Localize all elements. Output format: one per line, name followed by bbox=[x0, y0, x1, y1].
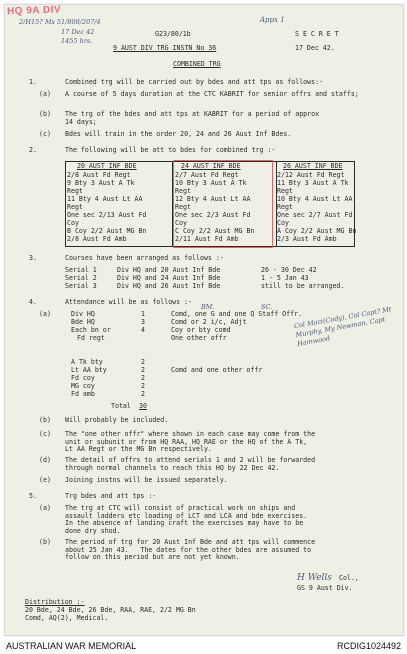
table-col-20-row: 2/8 Aust Fd Regt bbox=[67, 171, 131, 179]
para-1a-text: A course of 5 days duration at the CTC KABRIT for senior offrs and staffs; bbox=[65, 90, 359, 98]
attendance-unit: Each bn or bbox=[71, 326, 111, 334]
para-5b-text: The period of trg for 20 Aust Inf Bde and att tps will commence about 25 Jan 43. The dates for the other bdes are assumed to follow on this period but are not yet known. bbox=[65, 538, 316, 561]
attendance-unit: Bde HQ bbox=[71, 318, 95, 326]
document-title: 9 AUST DIV TRG INSTN No 36 bbox=[113, 44, 217, 52]
attendance-remark: Comd or 2 i/c, Adjt bbox=[171, 318, 247, 326]
attendance-unit: MG coy bbox=[71, 382, 95, 390]
table-col-26-row: Regt bbox=[277, 203, 293, 211]
attendance-unit: Fd amb bbox=[71, 390, 95, 398]
para-5a-text: The trg at CTC will consist of practical work on ships and assault ladders etc loading of LCT and LCA and bde exercises. In the absence of landing craft the exercises may have to be done dry shod. bbox=[65, 504, 308, 535]
para-1c-text: Bdes will train in the order 20, 24 and 26 Aust Inf Bdes. bbox=[65, 130, 292, 138]
para-1-number: 1. bbox=[29, 78, 37, 86]
archive-id: RCDIG1024492 bbox=[336, 641, 401, 651]
table-header-24-bde: 24 AUST INF BDE bbox=[181, 162, 241, 170]
para-1a-mark: (a) bbox=[39, 90, 51, 98]
attendance-unit: Lt AA bty bbox=[71, 366, 107, 374]
attendance-remark: Comd and one other offr bbox=[171, 366, 263, 374]
signatory-title: GS 9 Aust Div. bbox=[297, 584, 353, 592]
distribution-label: Distribution :- bbox=[25, 598, 85, 606]
document-date: 17 Dec 42. bbox=[295, 44, 335, 52]
course-units: Div HQ and 24 Aust Inf Bde bbox=[117, 274, 221, 282]
course-units: Div HQ and 26 Aust Inf Bde bbox=[117, 282, 221, 290]
para-5a-mark: (a) bbox=[39, 504, 51, 512]
para-1-text: Combined trg will be carried out by bdes and att tps as follows:- bbox=[65, 78, 324, 86]
table-col-26-row: 10 Bty 4 Aust Lt AA bbox=[277, 195, 353, 203]
table-col-20-row: 9 Bty 3 Aust A Tk bbox=[67, 179, 135, 187]
para-5b-mark: (b) bbox=[39, 538, 51, 546]
sc-annotation: SC. bbox=[261, 303, 273, 311]
table-col-24-row: C Coy 2/2 Aust MG Bn bbox=[175, 227, 255, 235]
table-col-26-row: 2/3 Aust Fd Amb bbox=[277, 235, 337, 243]
table-col-26-row: One sec 2/7 Aust Fd bbox=[277, 211, 353, 219]
para-4b-text: Will probably be included. bbox=[65, 416, 169, 424]
para-3-number: 3. bbox=[29, 254, 37, 262]
document-reference: G23/80/1b bbox=[155, 30, 191, 38]
table-col-26-row: Regt bbox=[277, 187, 293, 195]
table-col-26-row: A Coy 2/2 Aust MG Bn bbox=[277, 227, 357, 235]
table-col-24-row: 10 Bty 3 Aust A Tk bbox=[175, 179, 247, 187]
table-col-24-row: Regt bbox=[175, 203, 191, 211]
para-1b-text: The trg of the bdes and att tps at KABRIT for a period of approx bbox=[65, 110, 320, 118]
para-4b-mark: (b) bbox=[39, 416, 51, 424]
attendance-unit: A Tk bty bbox=[71, 358, 103, 366]
para-4a-mark: (a) bbox=[39, 310, 51, 318]
table-col-20-row: Regt bbox=[67, 187, 83, 195]
attendance-count: 2 bbox=[141, 358, 145, 366]
table-col-24-row: One sec 2/3 Aust Fd bbox=[175, 211, 251, 219]
handwritten-reference: 2/H15? Ms 51/808/207/4 bbox=[19, 18, 101, 26]
para-4e-mark: (e) bbox=[39, 476, 51, 484]
attendance-unit: Fd coy bbox=[71, 374, 95, 382]
document-subtitle: COMBINED TRG bbox=[173, 60, 221, 68]
para-4d-mark: (d) bbox=[39, 456, 51, 464]
table-col-24-row: Coy bbox=[175, 219, 187, 227]
para-4d-text: The detail of offrs to attend serials 1 and 2 will be forwarded through normal channels to reach this HQ by 22 Dec 42. bbox=[65, 456, 316, 472]
table-col-20-row: Coy bbox=[67, 219, 79, 227]
course-dates: 26 - 30 Dec 42 bbox=[261, 266, 317, 274]
course-units: Div HQ and 20 Aust Inf Bde bbox=[117, 266, 221, 274]
table-col-20-row: 2/8 Aust Fd Amb bbox=[67, 235, 127, 243]
hq-stamp: HQ 9A DIV bbox=[6, 4, 62, 18]
document-page bbox=[4, 4, 404, 636]
course-dates: still to be arranged. bbox=[261, 282, 345, 290]
table-col-24-row: Regt bbox=[175, 187, 191, 195]
table-col-20-row: Regt bbox=[67, 203, 83, 211]
table-col-26-row: Coy bbox=[277, 219, 289, 227]
handwritten-time: 1455 hrs. bbox=[61, 37, 93, 45]
para-1b-text-2: 14 days; bbox=[65, 118, 97, 126]
handwritten-names: Col Maci(Cody), Col Capt? Mt Murphy, My Newman, Capt Hamwood bbox=[293, 305, 393, 348]
table-col-26-row: 2/12 Aust Fd Regt bbox=[277, 171, 345, 179]
distribution-list: 20 Bde, 24 Bde, 26 Bde, RAA, RAE, 2/2 MG Bn bbox=[25, 606, 196, 614]
total-value: 30 bbox=[139, 402, 147, 410]
para-2-number: 2. bbox=[29, 146, 37, 154]
classification: S E C R E T bbox=[295, 30, 339, 38]
para-3-text: Courses have been arranged as follows :- bbox=[65, 254, 224, 262]
course-serial: Serial 2 bbox=[65, 274, 97, 282]
para-5-number: 5. bbox=[29, 492, 37, 500]
attendance-count: 2 bbox=[141, 382, 145, 390]
para-4e-text: Joining instns will be issued separately. bbox=[65, 476, 228, 484]
attendance-count: 2 bbox=[141, 390, 145, 398]
handwritten-date: 17 Dec 42 bbox=[61, 28, 95, 36]
attendance-unit: Fd regt bbox=[77, 334, 105, 342]
para-4-text: Attendance will be as follows :- bbox=[65, 298, 193, 306]
appendix-note: Appx 1 bbox=[260, 16, 285, 24]
para-1c-mark: (c) bbox=[39, 130, 51, 138]
table-col-26-row: 11 Bty 3 Aust A Tk bbox=[277, 179, 349, 187]
table-col-20-row: One sec 2/13 Aust Fd bbox=[67, 211, 147, 219]
para-4-number: 4. bbox=[29, 298, 37, 306]
para-5-text: Trg bdes and att tps :- bbox=[65, 492, 157, 500]
archive-footer bbox=[0, 637, 407, 654]
course-serial: Serial 1 bbox=[65, 266, 97, 274]
signature: H Wells bbox=[297, 573, 332, 583]
table-header-20-bde: 20 AUST INF BDE bbox=[77, 162, 137, 170]
para-4c-text: The "one other offr" where shown in each case may come from the unit or subunit or from HQ RAA, HQ RAE or the HQ of the A Tk, Lt AA Regt or the MG Bn respectively. bbox=[65, 430, 316, 453]
attendance-count: 1 bbox=[141, 310, 145, 318]
attendance-remark: Coy or bty comd bbox=[171, 326, 231, 334]
attendance-count: 2 bbox=[141, 374, 145, 382]
attendance-remark: Comd, one G and one Q Staff Offr. bbox=[171, 310, 303, 318]
table-col-24-row: 2/7 Aust Fd Regt bbox=[175, 171, 239, 179]
para-1b-mark: (b) bbox=[39, 110, 51, 118]
attendance-count: 3 bbox=[141, 318, 145, 326]
attendance-remark: One other offr bbox=[171, 334, 227, 342]
table-col-20-row: 11 Bty 4 Aust Lt AA bbox=[67, 195, 143, 203]
table-col-24-row: 2/11 Aust Fd Amb bbox=[175, 235, 239, 243]
table-col-24-row: 12 Bty 4 Aust Lt AA bbox=[175, 195, 251, 203]
table-header-26-bde: 26 AUST INF BDE bbox=[283, 162, 343, 170]
attendance-unit: Div HQ bbox=[71, 310, 95, 318]
table-col-20-row: B Coy 2/2 Aust MG Bn bbox=[67, 227, 147, 235]
attendance-count: 4 bbox=[141, 326, 145, 334]
archive-name: AUSTRALIAN WAR MEMORIAL bbox=[6, 641, 137, 651]
para-4c-mark: (c) bbox=[39, 430, 51, 438]
bm-annotation: BM. bbox=[201, 303, 215, 311]
course-dates: 1 - 5 Jan 43 bbox=[261, 274, 309, 282]
total-label: Total bbox=[111, 402, 131, 410]
signatory-rank: Col., bbox=[339, 574, 359, 582]
attendance-count: 2 bbox=[141, 366, 145, 374]
para-2-text: The following will be att to bdes for combined trg :- bbox=[65, 146, 276, 154]
distribution-list-2: Comd, AQ(2), Medical. bbox=[25, 614, 109, 622]
course-serial: Serial 3 bbox=[65, 282, 97, 290]
